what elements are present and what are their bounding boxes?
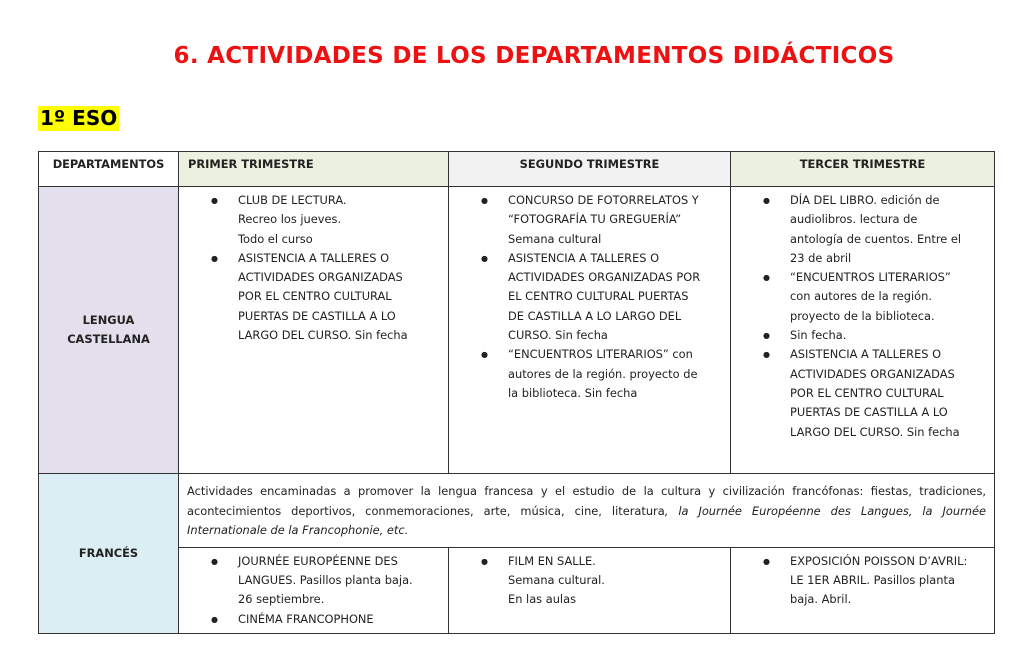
activity-line: ● CONCURSO DE FOTORRELATOS Y — [508, 193, 699, 207]
activity-line: ● ASISTENCIA A TALLERES O — [508, 250, 660, 265]
activity-line: ● EXPOSICIÓN POISSON D’AVRIL: — [790, 553, 968, 568]
activity-line: ● “ENCUENTROS LITERARIOS” con — [508, 347, 693, 362]
activity-item — [449, 345, 726, 403]
frances-description — [179, 474, 995, 548]
activity-line: proyecto de la biblioteca. — [790, 308, 935, 323]
activity-line: “FOTOGRAFÍA TU GREGUERÍA” — [508, 212, 682, 227]
department-frances: FRANCÉS — [39, 474, 179, 634]
activity-line: ACTIVIDADES ORGANIZADAS POR — [508, 270, 701, 285]
activity-item — [731, 326, 990, 345]
activity-line: LE 1ER ABRIL. Pasillos planta — [790, 573, 955, 588]
activity-list — [731, 187, 994, 446]
header-term2: SEGUNDO TRIMESTRE — [449, 152, 731, 187]
table-header-row — [39, 152, 995, 187]
activity-line: ● ASISTENCIA A TALLERES O — [238, 250, 390, 265]
activity-item — [179, 191, 444, 249]
activity-line: POR EL CENTRO CULTURAL — [238, 289, 392, 304]
activity-line: En las aulas — [508, 592, 577, 607]
activity-line: la biblioteca. Sin fecha — [508, 385, 638, 400]
activity-line: ● DÍA DEL LIBRO. edición de — [790, 193, 940, 207]
lengua-term2-cell — [449, 187, 731, 474]
activity-list — [449, 548, 730, 614]
lengua-term1-cell — [179, 187, 449, 474]
activity-line: ● ASISTENCIA A TALLERES O — [790, 347, 942, 362]
header-term3: TERCER TRIMESTRE — [731, 152, 995, 187]
table-row-frances-description — [39, 474, 995, 548]
activity-line: PUERTAS DE CASTILLA A LO — [790, 405, 948, 420]
activity-line: 26 septiembre. — [238, 592, 325, 607]
activity-list — [179, 187, 448, 349]
activity-line: Semana cultural — [508, 231, 602, 246]
activity-line: DE CASTILLA A LO LARGO DEL — [508, 308, 682, 323]
activity-line: LARGO DEL CURSO. Sin fecha — [790, 424, 960, 439]
department-lengua — [39, 187, 179, 474]
activity-item — [449, 249, 726, 345]
frances-term1-cell — [179, 547, 449, 633]
activity-line: ACTIVIDADES ORGANIZADAS — [238, 270, 403, 285]
activity-line: PUERTAS DE CASTILLA A LO — [238, 308, 396, 323]
course-level-heading: 1º ESO — [40, 106, 118, 130]
activity-list — [731, 548, 994, 614]
activity-line: ● CLUB DE LECTURA. — [238, 193, 347, 207]
activity-item — [731, 191, 990, 268]
activity-item — [449, 552, 726, 610]
header-term1: PRIMER TRIMESTRE — [179, 152, 449, 187]
section-title: 6. ACTIVIDADES DE LOS DEPARTAMENTOS DIDÁCTICOS — [173, 43, 895, 69]
activity-line: antología de cuentos. Entre el — [790, 231, 962, 246]
activity-line: Recreo los jueves. — [238, 212, 342, 227]
activity-line: audiolibros. lectura de — [790, 212, 918, 227]
table-row-frances-activities — [39, 547, 995, 633]
department-name-line: LENGUA — [82, 313, 135, 327]
frances-term2-cell — [449, 547, 731, 633]
activity-item — [731, 268, 990, 326]
activity-line: ● JOURNÉE EUROPÉENNE DES — [238, 553, 398, 568]
activity-line: ● Sin fecha. — [790, 328, 847, 343]
activity-item — [179, 610, 444, 629]
activity-item — [449, 191, 726, 249]
activity-list — [179, 548, 448, 633]
activity-list — [449, 187, 730, 407]
activity-line: con autores de la región. — [790, 289, 932, 304]
activity-line: LARGO DEL CURSO. Sin fecha — [238, 328, 408, 343]
activity-item — [731, 345, 990, 441]
activity-item — [179, 552, 444, 610]
activity-line: 23 de abril — [790, 250, 852, 265]
activity-line: autores de la región. proyecto de — [508, 366, 698, 381]
activity-line: EL CENTRO CULTURAL PUERTAS — [508, 289, 689, 304]
activity-line: Semana cultural. — [508, 573, 605, 588]
activities-table — [38, 151, 995, 634]
activity-line: LANGUES. Pasillos planta baja. — [238, 573, 413, 588]
activity-line: ● “ENCUENTROS LITERARIOS” — [790, 270, 951, 285]
frances-term3-cell — [731, 547, 995, 633]
lengua-term3-cell — [731, 187, 995, 474]
header-departments: DEPARTAMENTOS — [39, 152, 179, 187]
activity-line: ACTIVIDADES ORGANIZADAS — [790, 366, 955, 381]
activity-line: Todo el curso — [238, 231, 313, 246]
activity-line: ● FILM EN SALLE. — [508, 553, 596, 568]
table-row-lengua — [39, 187, 995, 474]
activity-item — [179, 249, 444, 345]
activity-line: baja. Abril. — [790, 592, 852, 607]
activity-line: CURSO. Sin fecha — [508, 328, 608, 343]
activity-line: POR EL CENTRO CULTURAL — [790, 385, 944, 400]
activity-item — [731, 552, 990, 610]
department-name-line: CASTELLANA — [67, 332, 150, 346]
description-text: Actividades encaminadas a promover la lengua francesa y el estudio de la cultura y civilización francófonas: fiestas, tradiciones, acontecimientos deportivos, conmemoraciones, arte, música, cine, literatura — [187, 484, 986, 518]
activity-line: ● CINÉMA FRANCOPHONE — [238, 611, 374, 626]
description-italic-text: , la Journée Européenne des Langues, la Journée Internationale de la Francophonie, etc. — [187, 503, 986, 538]
